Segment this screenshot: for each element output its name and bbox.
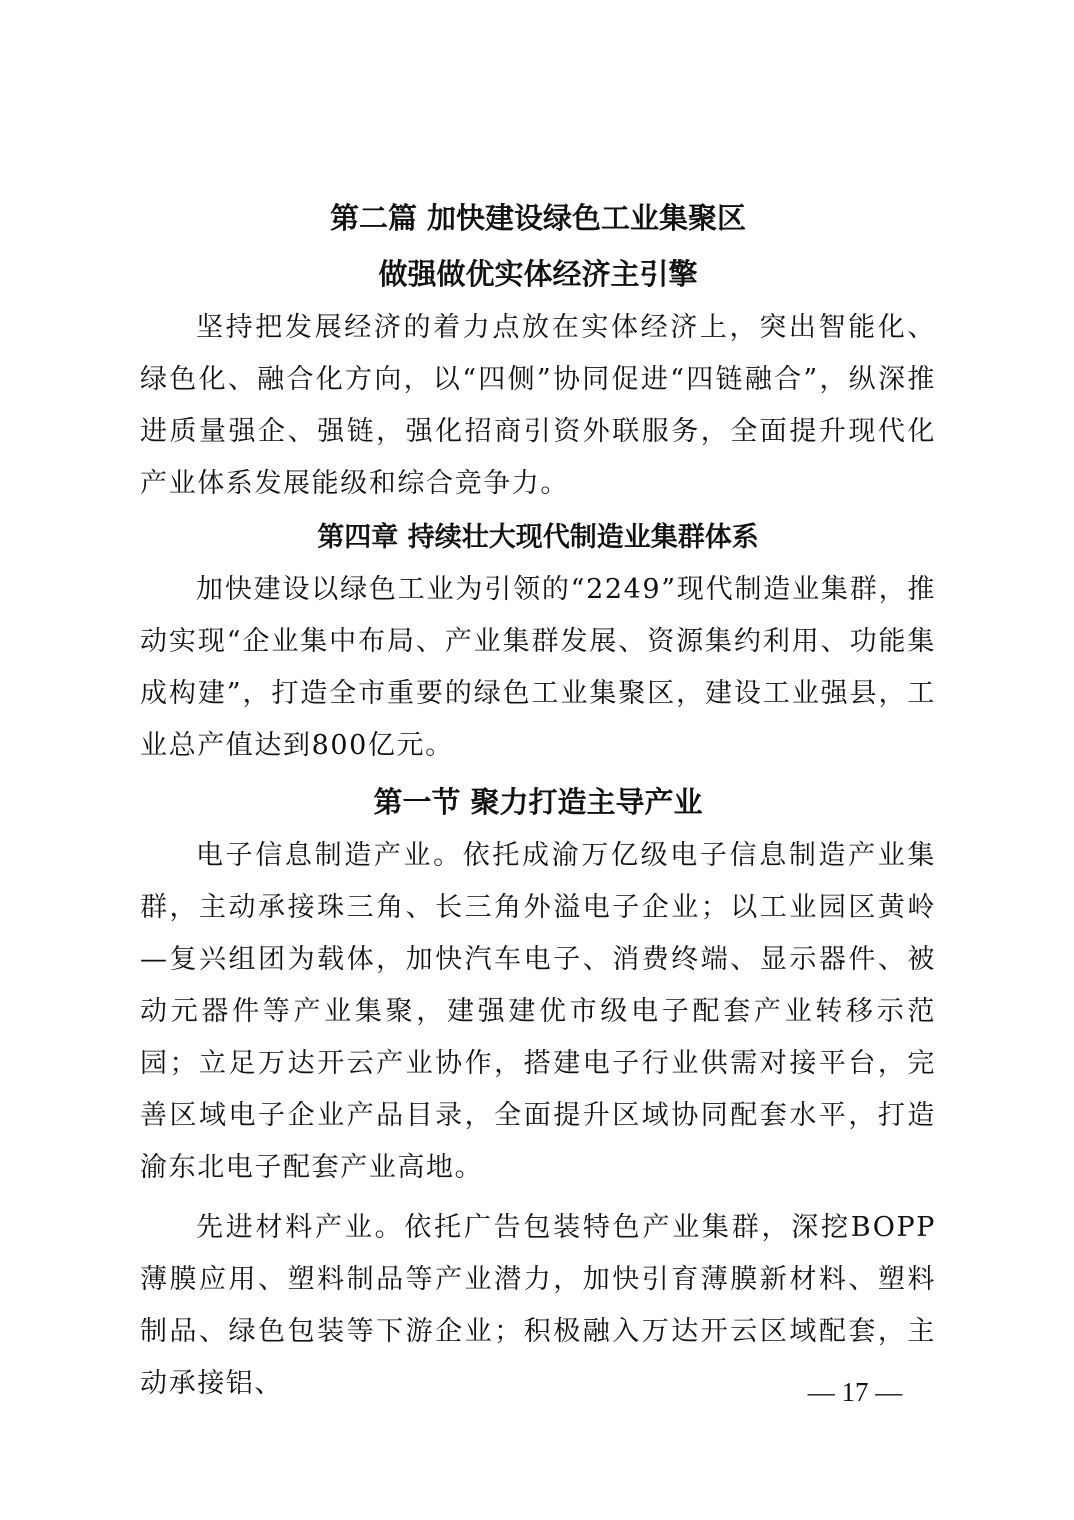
part-subtitle: 做强做优实体经济主引擎 bbox=[378, 257, 698, 291]
page-content bbox=[140, 190, 936, 1410]
intro-paragraph: 坚持把发展经济的着力点放在实体经济上，突出智能化、绿色化、融合化方向，以“四侧”协同促进“四链融合”，纵深推进质量强企、强链，强化招商引资外联服务，全面提升现代化产业体系发展能级和综合竞争力。 bbox=[140, 312, 936, 499]
chapter-title: 第四章 持续壮大现代制造业集群体系 bbox=[317, 522, 759, 553]
body-paragraph-electronics: 电子信息制造产业。依托成渝万亿级电子信息制造产业集群，主动承接珠三角、长三角外溢电子企业；以工业园区黄岭—复兴组团为载体，加快汽车电子、消费终端、显示器件、被动元器件等产业集聚，建强建优市级电子配套产业转移示范园；立足万达开云产业协作，搭建电子行业供需对接平台，完善区域电子企业产品目录，全面提升区域协同配套水平，打造渝东北电子配套产业高地。 bbox=[140, 840, 936, 1183]
body-paragraph-materials: 先进材料产业。依托广告包装特色产业集群，深挖BOPP薄膜应用、塑料制品等产业潜力，加快引育薄膜新材料、塑料制品、绿色包装等下游企业；积极融入万达开云区域配套，主动承接铝、 bbox=[140, 1212, 936, 1399]
page-number: — 17 — bbox=[807, 1377, 903, 1407]
section-title: 第一节 聚力打造主导产业 bbox=[373, 785, 703, 819]
chapter-paragraph: 加快建设以绿色工业为引领的“2249”现代制造业集群，推动实现“企业集中布局、产业集群发展、资源集约利用、功能集成构建”，打造全市重要的绿色工业集聚区，建设工业强县，工业总产值达到800亿元。 bbox=[140, 574, 936, 761]
part-title: 第二篇 加快建设绿色工业集聚区 bbox=[329, 201, 747, 235]
